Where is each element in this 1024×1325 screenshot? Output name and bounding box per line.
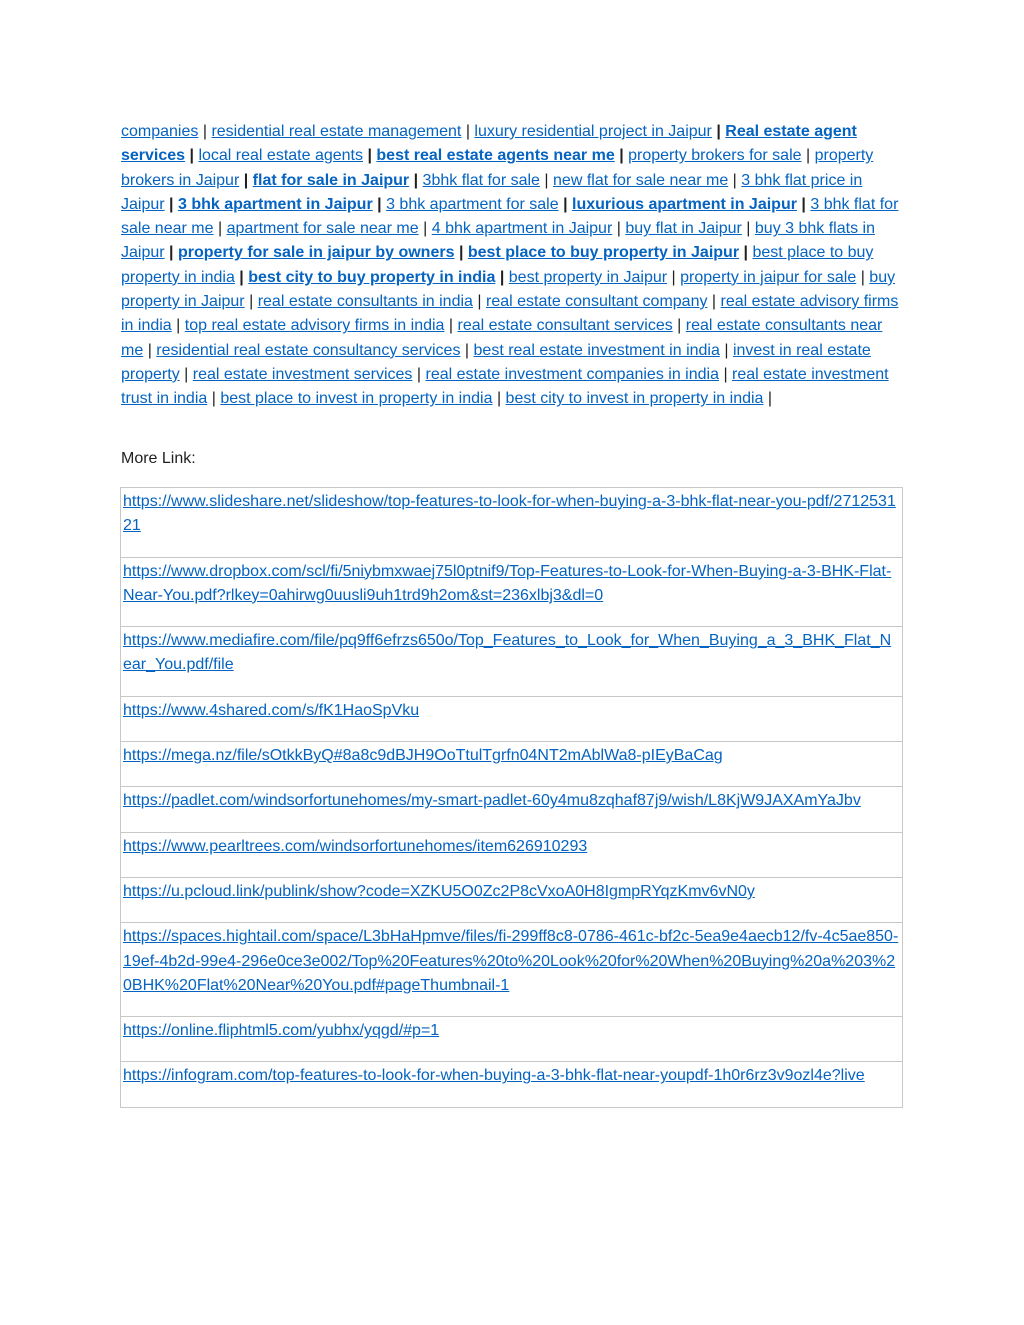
keyword-link[interactable]: real estate advisory firms in india: [121, 293, 899, 335]
keyword-link[interactable]: residential real estate management: [211, 123, 462, 140]
keyword-link[interactable]: buy property in Jaipur: [121, 268, 896, 311]
table-row: [121, 787, 903, 832]
separator: |: [496, 390, 502, 408]
keyword-links-paragraph: [121, 120, 905, 412]
keyword-link[interactable]: luxurious apartment in Jaipur: [572, 195, 797, 213]
separator: |: [746, 220, 751, 238]
url-link[interactable]: https://www.4shared.com/s/fK1HaoSpVku: [123, 701, 420, 719]
table-row: [121, 1017, 903, 1062]
keyword-link[interactable]: real estate consultants in india: [257, 293, 473, 311]
separator: |: [211, 390, 216, 408]
separator: |: [202, 123, 207, 140]
keyword-link[interactable]: best city to invest in property in india: [505, 390, 764, 408]
separator: |: [616, 220, 621, 238]
keyword-link[interactable]: property for sale in jaipur by owners: [177, 244, 455, 262]
keyword-link[interactable]: property brokers in Jaipur: [121, 147, 874, 189]
table-row: [121, 696, 903, 741]
separator: |: [711, 293, 717, 311]
separator: |: [499, 268, 505, 286]
keyword-link[interactable]: luxury residential project in Jaipur: [474, 123, 712, 140]
table-row: [121, 923, 903, 1017]
keyword-link[interactable]: companies: [121, 123, 199, 140]
separator: |: [723, 365, 728, 383]
url-link[interactable]: https://spaces.hightail.com/space/L3bHaHpmve/files/fi-299ff8c8-0786-461c-bf2c-5ea9e4aecb12/fv-4c5ae850-19ef-4b2d-99e4-296e0ce3e002/Top%20Features%20to%20Look%20for%20When%20Buying%20a%203%20BHK%20Flat%20Near%20You.pdf#pageThumbnail-1: [123, 928, 899, 994]
separator: |: [743, 244, 748, 262]
separator: |: [243, 171, 249, 189]
keyword-link[interactable]: flat for sale in Jaipur: [252, 171, 410, 189]
separator: |: [801, 195, 806, 213]
keyword-link[interactable]: real estate consultants near me: [121, 317, 883, 359]
link-cell: [121, 1017, 903, 1062]
url-link[interactable]: https://www.dropbox.com/scl/fi/5niybmxwaej75l0ptnif9/Top-Features-to-Look-for-When-Buying-a-3-BHK-Flat-Near-You.pdf?rlkey=0ahirwg0uusli9uh1trd9h2om&st=236xlbj3&dl=0: [123, 562, 892, 604]
link-cell: [121, 877, 903, 922]
table-row: [121, 742, 903, 787]
keyword-link[interactable]: apartment for sale near me: [226, 220, 419, 238]
keyword-link[interactable]: real estate consultant company: [486, 293, 708, 311]
keyword-link[interactable]: best place to buy property in Jaipur: [467, 244, 740, 262]
table-row: [121, 557, 903, 627]
separator: |: [169, 195, 174, 213]
separator: |: [147, 341, 152, 359]
separator: |: [169, 244, 174, 262]
separator: |: [544, 171, 549, 189]
separator: |: [458, 244, 464, 262]
separator: |: [377, 195, 382, 213]
separator: |: [716, 123, 721, 140]
url-link[interactable]: https://online.fliphtml5.com/yubhx/yqgd/#p=1: [123, 1022, 440, 1040]
keyword-link[interactable]: best property in Jaipur: [508, 268, 668, 286]
separator: |: [724, 341, 729, 359]
separator: |: [805, 147, 811, 165]
separator: |: [767, 390, 773, 408]
link-cell: [121, 1062, 903, 1107]
separator: |: [477, 293, 482, 311]
separator: |: [732, 171, 737, 189]
url-link[interactable]: https://www.mediafire.com/file/pq9ff6efrzs650o/Top_Features_to_Look_for_When_Buying_a_3_BHK_Flat_Near_You.pdf/file: [123, 632, 892, 674]
separator: |: [619, 147, 624, 165]
keyword-link[interactable]: new flat for sale near me: [553, 171, 729, 189]
link-cell: [121, 696, 903, 741]
link-cell: [121, 742, 903, 787]
url-link[interactable]: https://mega.nz/file/sOtkkByQ#8a8c9dBJH9OoTtulTgrfn04NT2mAblWa8-pIEyBaCag: [123, 747, 723, 765]
url-link[interactable]: https://padlet.com/windsorfortunehomes/my-smart-padlet-60y4mu8zqhaf87j9/wish/L8KjW9JAXAmYaJbv: [123, 792, 861, 810]
keyword-link[interactable]: 3bhk flat for sale: [422, 171, 540, 189]
link-cell: [121, 923, 903, 1017]
keyword-link[interactable]: best real estate agents near me: [376, 147, 615, 165]
keyword-link[interactable]: 3 bhk apartment in Jaipur: [177, 195, 373, 213]
link-cell: [121, 488, 903, 558]
separator: |: [860, 268, 865, 286]
separator: |: [677, 317, 682, 335]
keyword-link[interactable]: best city to buy property in india: [248, 268, 496, 286]
separator: |: [189, 147, 194, 165]
separator: |: [563, 195, 568, 213]
keyword-link[interactable]: best place to invest in property in india: [220, 390, 493, 408]
table-row: [121, 877, 903, 922]
separator: |: [671, 268, 676, 286]
keyword-link[interactable]: best place to buy property in india: [121, 244, 874, 286]
keyword-link[interactable]: residential real estate consultancy services: [156, 341, 461, 359]
separator: |: [239, 268, 244, 286]
keyword-link[interactable]: 4 bhk apartment in Jaipur: [431, 220, 613, 238]
keyword-link[interactable]: local real estate agents: [198, 147, 363, 165]
keyword-link[interactable]: invest in real estate property: [121, 341, 871, 383]
links-table: [120, 487, 903, 1108]
keyword-link[interactable]: best real estate investment in india: [473, 341, 720, 359]
keyword-link[interactable]: real estate investment trust in india: [121, 365, 889, 408]
keyword-link[interactable]: property in jaipur for sale: [680, 268, 857, 286]
url-link[interactable]: https://u.pcloud.link/publink/show?code=XZKU5O0Zc2P8cVxoA0H8IgmpRYqzKmv6vN0y: [123, 882, 755, 900]
keyword-link[interactable]: Real estate agent services: [121, 123, 857, 165]
keyword-link[interactable]: top real estate advisory firms in india: [184, 317, 445, 335]
separator: |: [465, 123, 470, 140]
separator: |: [423, 220, 428, 238]
separator: |: [249, 293, 254, 311]
separator: |: [176, 317, 181, 335]
separator: |: [367, 147, 372, 165]
table-row: [121, 488, 903, 558]
keyword-link[interactable]: 3 bhk flat for sale near me: [121, 195, 899, 238]
keyword-link[interactable]: real estate investment services: [192, 365, 413, 383]
keyword-link[interactable]: real estate investment companies in india: [425, 365, 719, 383]
table-row: [121, 627, 903, 697]
url-link[interactable]: https://infogram.com/top-features-to-look-for-when-buying-a-3-bhk-flat-near-youpdf-1h0r6rz3v9ozl4e?live: [123, 1067, 865, 1085]
keyword-link[interactable]: buy flat in Jaipur: [625, 220, 742, 238]
keyword-link[interactable]: buy 3 bhk flats in Jaipur: [121, 220, 875, 262]
url-link[interactable]: https://www.slideshare.net/slideshow/top-features-to-look-for-when-buying-a-3-bhk-flat-near-you-pdf/271253121: [123, 493, 896, 535]
keyword-link[interactable]: 3 bhk flat price in Jaipur: [121, 171, 863, 213]
link-cell: [121, 787, 903, 832]
link-cell: [121, 627, 903, 697]
separator: |: [413, 171, 419, 189]
more-link-label: More Link:: [121, 450, 196, 467]
keyword-link[interactable]: real estate consultant services: [457, 317, 673, 335]
url-link[interactable]: https://www.pearltrees.com/windsorfortunehomes/item626910293: [123, 837, 588, 855]
separator: |: [217, 220, 223, 238]
separator: |: [416, 365, 422, 383]
link-cell: [121, 557, 903, 627]
separator: |: [448, 317, 454, 335]
link-cell: [121, 832, 903, 877]
separator: |: [464, 341, 470, 359]
keyword-link[interactable]: 3 bhk apartment for sale: [386, 195, 559, 213]
table-row: [121, 1062, 903, 1107]
table-row: [121, 832, 903, 877]
keyword-link[interactable]: property brokers for sale: [628, 147, 802, 165]
separator: |: [184, 365, 189, 383]
